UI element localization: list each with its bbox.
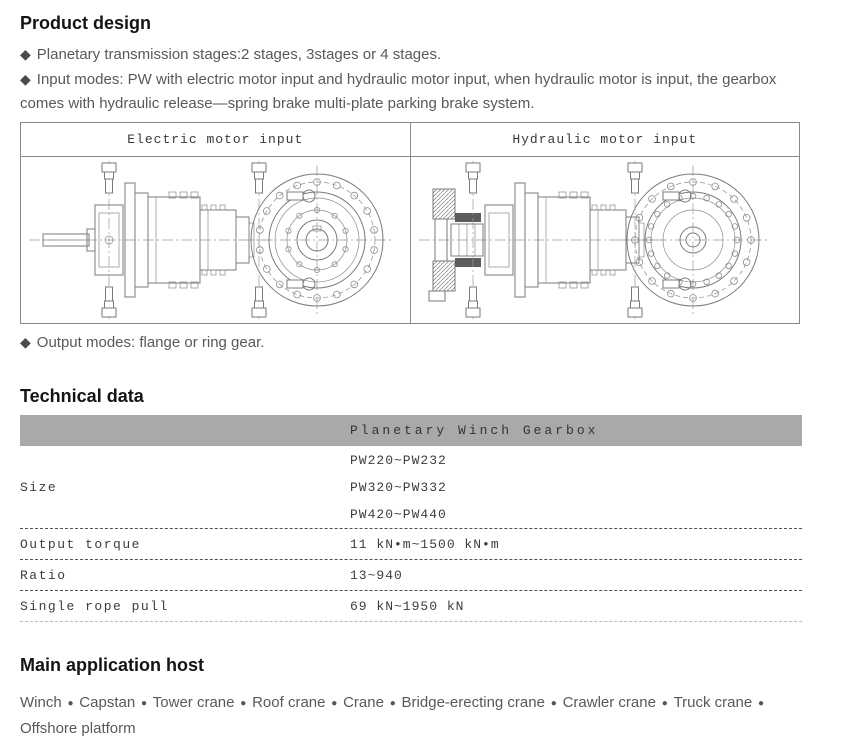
row-values [350, 529, 802, 559]
dot-separator-icon: ● [138, 698, 150, 709]
diagram-panel-body [21, 157, 799, 323]
application-item: Bridge-erecting crane [401, 694, 545, 711]
ratio-value: 13~940 [350, 567, 403, 583]
row-label: Single rope pull [20, 598, 169, 614]
dot-separator-icon: ● [64, 698, 77, 709]
diamond-bullet-icon: ◆ [20, 334, 31, 350]
application-item: Roof crane [252, 694, 326, 711]
row-label: Ratio [20, 567, 67, 583]
hydraulic-motor-input-header: Hydraulic motor input [512, 132, 698, 147]
application-item: Capstan [79, 694, 136, 711]
table-header-label: Planetary Winch Gearbox [350, 423, 599, 438]
table-row-single-rope-pull [20, 591, 802, 622]
diamond-bullet-icon: ◆ [20, 71, 31, 87]
row-values [350, 591, 802, 621]
dot-separator-icon: ● [386, 698, 399, 709]
dot-separator-icon: ● [547, 698, 560, 709]
bullet-output-modes [20, 330, 820, 355]
dot-separator-icon: ● [658, 698, 671, 709]
application-item: Offshore platform [20, 720, 136, 737]
electric-motor-diagram-cell [21, 157, 411, 323]
technical-data-title: Technical data [20, 386, 144, 406]
table-header-row [20, 415, 802, 446]
electric-motor-input-header: Electric motor input [21, 123, 411, 156]
size-value: PW420~PW440 [350, 506, 447, 522]
row-values [350, 446, 802, 528]
table-row-output-torque [20, 529, 802, 560]
dot-separator-icon: ● [328, 698, 341, 709]
hydraulic-gearbox-drawing [411, 157, 799, 323]
hydraulic-motor-diagram-cell [411, 157, 800, 323]
electric-gearbox-drawing [21, 157, 409, 323]
bullet-input-modes [20, 67, 820, 116]
dot-separator-icon: ● [755, 698, 765, 709]
application-item: Tower crane [152, 694, 235, 711]
table-row-ratio [20, 560, 802, 591]
bullet-text: Input modes: PW with electric motor input and hydraulic motor input, when hydraulic motor is input, the gearbox comes with hydraulic release—spring brake multi-plate parking brake system. [20, 71, 777, 112]
application-item: Crawler crane [562, 694, 656, 711]
row-label: Output torque [20, 536, 141, 552]
diagram-panel-header [21, 123, 799, 157]
output-torque-value: 11 kN•m~1500 kN•m [350, 536, 500, 552]
row-values [350, 560, 802, 590]
application-item: Crane [343, 694, 384, 711]
bullet-text: Planetary transmission stages:2 stages, 3stages or 4 stages. [36, 46, 442, 63]
applications-list [20, 691, 820, 741]
motor-input-diagram-panel [20, 122, 800, 324]
single-rope-pull-value: 69 kN~1950 kN [350, 598, 465, 614]
product-design-title: Product design [20, 13, 152, 33]
application-item: Truck crane [673, 694, 753, 711]
application-item: Winch [20, 694, 62, 711]
row-label: Size [20, 479, 58, 495]
dot-separator-icon: ● [237, 698, 250, 709]
diamond-bullet-icon: ◆ [20, 46, 31, 62]
size-value: PW320~PW332 [350, 479, 447, 495]
table-row-size [20, 446, 802, 529]
main-application-title: Main application host [20, 655, 205, 675]
bullet-text: Output modes: flange or ring gear. [36, 334, 265, 351]
size-value: PW220~PW232 [350, 452, 447, 468]
bullet-planetary-stages [20, 42, 820, 67]
technical-data-table [20, 415, 802, 622]
